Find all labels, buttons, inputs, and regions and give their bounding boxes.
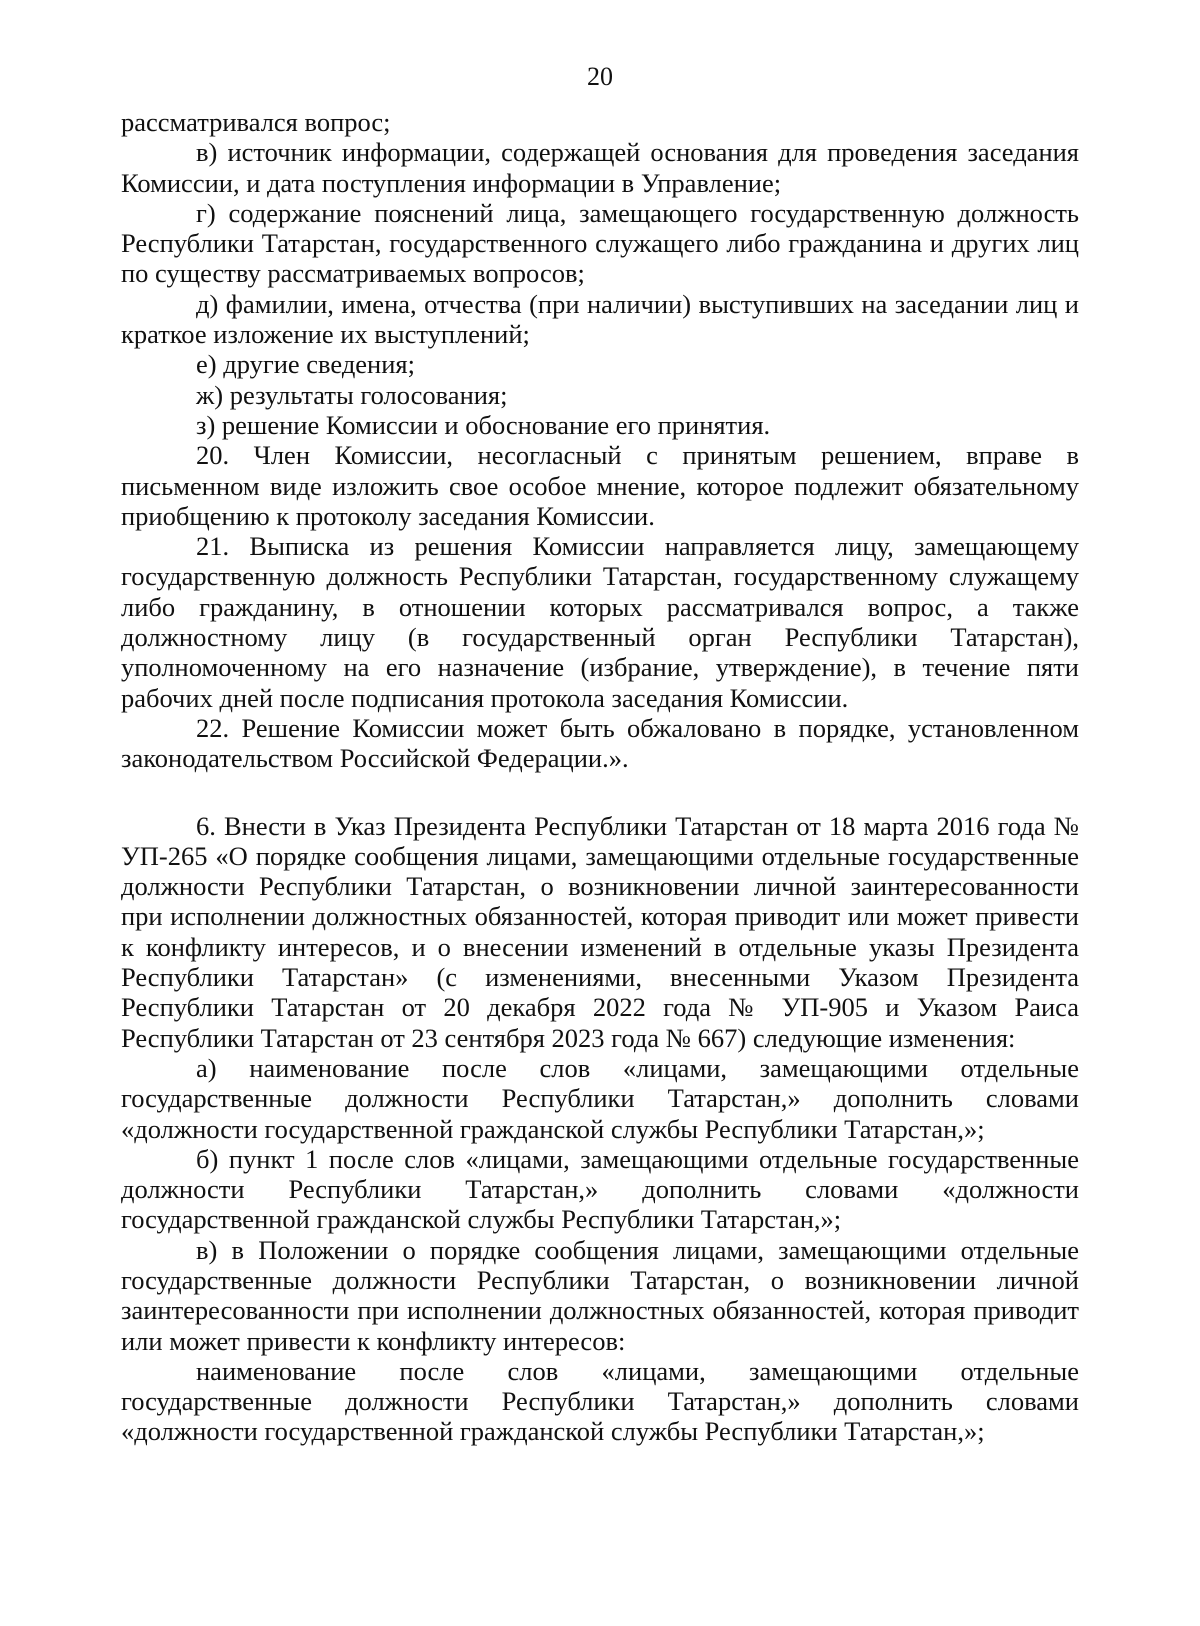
- paragraph: г) содержание пояснений лица, замещающего государственную должность Республики Татарстан, государственного служащего либо гражданина и других лиц по существу рассматриваемых вопросов;: [121, 197, 1079, 289]
- paragraph: в) в Положении о порядке сообщения лицами, замещающими отдельные государственные должности Республики Татарстан, о возникновении личной заинтересованности при исполнении должностных обязанностей, которая приводит или может привести к конфликту интересов:: [121, 1234, 1079, 1356]
- page-number: 20: [587, 62, 613, 91]
- paragraph: е) другие сведения;: [196, 349, 415, 380]
- document-body: [121, 107, 1079, 1447]
- paragraph: 21. Выписка из решения Комиссии направляется лицу, замещающему государственную должность Республики Татарстан, государственному служащему либо гражданину, в отношении которых рассматривался вопрос, а также должностному лицу (в государственный орган Республики Татарстан), уполномоченному на его назначение (избрание, утверждение), в течение пяти рабочих дней после подписания протокола заседания Комиссии.: [121, 531, 1079, 713]
- paragraph: б) пункт 1 после слов «лицами, замещающими отдельные государственные должности Республики Татарстан,» дополнить словами «должности государственной гражданской службы Республики Татарстан,»;: [121, 1143, 1079, 1235]
- paragraph: 22. Решение Комиссии может быть обжаловано в порядке, установленном законодательством Российской Федерации.».: [121, 712, 1079, 774]
- paragraph: ж) результаты голосования;: [196, 379, 508, 410]
- paragraph: а) наименование после слов «лицами, замещающими отдельные государственные должности Республики Татарстан,» дополнить словами «должности государственной гражданской службы Республики Татарстан,»;: [121, 1052, 1079, 1144]
- paragraph: в) источник информации, содержащей основания для проведения заседания Комиссии, и дата поступления информации в Управление;: [121, 137, 1079, 198]
- paragraph: рассматривался вопрос;: [121, 107, 391, 137]
- paragraph: з) решение Комиссии и обоснование его принятия.: [196, 409, 771, 440]
- paragraph: наименование после слов «лицами, замещающими отдельные государственные должности Республики Татарстан,» дополнить словами «должности государственной гражданской службы Республики Татарстан,»;: [121, 1355, 1079, 1447]
- paragraph: 6. Внести в Указ Президента Республики Татарстан от 18 марта 2016 года № УП-265 «О порядке сообщения лицами, замещающими отдельные государственные должности Республики Татарстан, о возникновении личной заинтересованности при исполнении должностных обязанностей, которая приводит или может привести к конфликту интересов, и о внесении изменений в отдельные указы Президента Республики Татарстан» (с изменениями, внесенными Указом Президента Республики Татарстан от 20 декабря 2022 года № УП-905 и Указом Раиса Республики Татарстан от 23 сентября 2023 года № 667) следующие изменения:: [121, 810, 1079, 1053]
- paragraph: 20. Член Комиссии, несогласный с принятым решением, вправе в письменном виде изложить свое особое мнение, которое подлежит обязательному приобщению к протоколу заседания Комиссии.: [121, 440, 1079, 531]
- paragraph: д) фамилии, имена, отчества (при наличии) выступивших на заседании лиц и краткое изложение их выступлений;: [121, 288, 1079, 350]
